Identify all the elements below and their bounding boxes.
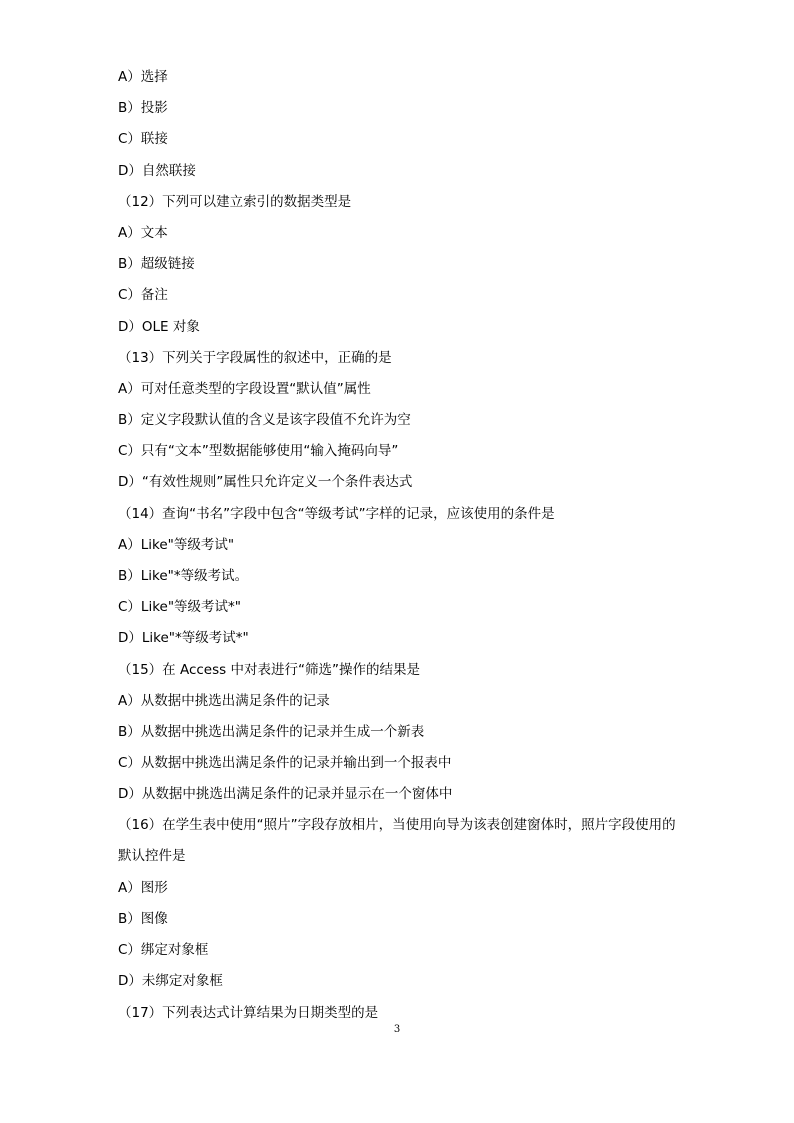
option-d: D）自然联接 xyxy=(118,162,196,179)
option-a: A）文本 xyxy=(118,224,168,241)
option-c: C）绑定对象框 xyxy=(118,942,209,959)
option-b: B）从数据中挑选出满足条件的记录并生成一个新表 xyxy=(118,723,425,740)
page-number: 3 xyxy=(393,1024,401,1035)
option-b: B）超级链接 xyxy=(118,256,195,273)
option-c: C）备注 xyxy=(118,287,168,304)
option-a: A）可对任意类型的字段设置“默认值”属性 xyxy=(118,380,371,397)
option-b: B）投影 xyxy=(118,100,168,117)
document-body xyxy=(118,66,678,1033)
question-14: （14）查询“书名”字段中包含“等级考试”字样的记录，应该使用的条件是 xyxy=(118,505,555,522)
option-a: A）选择 xyxy=(118,69,168,85)
option-a: A）从数据中挑选出满足条件的记录 xyxy=(118,692,330,709)
option-c: C）只有“文本”型数据能够使用“输入掩码向导” xyxy=(118,443,399,460)
option-d: D）从数据中挑选出满足条件的记录并显示在一个窗体中 xyxy=(118,786,453,803)
option-b: B）定义字段默认值的含义是该字段值不允许为空 xyxy=(118,412,411,429)
question-15: （15）在 Access 中对表进行“筛选”操作的结果是 xyxy=(118,661,420,678)
option-d: D）未绑定对象框 xyxy=(118,973,223,990)
option-d: D）OLE 对象 xyxy=(118,318,200,335)
option-a: A）Like"等级考试" xyxy=(118,536,235,553)
option-c: C）Like"等级考试*" xyxy=(118,599,242,616)
option-a: A）图形 xyxy=(118,879,168,896)
option-b: B）Like"*等级考试。 xyxy=(118,568,249,584)
question-13: （13）下列关于字段属性的叙述中，正确的是 xyxy=(118,349,392,366)
question-17: （17）下列表达式计算结果为日期类型的是 xyxy=(118,1004,379,1021)
option-b: B）图像 xyxy=(118,911,168,928)
option-d: D）“有效性规则”属性只允许定义一个条件表达式 xyxy=(118,474,413,491)
option-c: C）从数据中挑选出满足条件的记录并输出到一个报表中 xyxy=(118,755,452,772)
question-16: （16）在学生表中使用“照片”字段存放相片，当使用向导为该表创建窗体时，照片字段使用的默认控件是 xyxy=(118,816,676,865)
question-12: （12）下列可以建立索引的数据类型是 xyxy=(118,193,352,210)
option-c: C）联接 xyxy=(118,131,168,148)
option-d: D）Like"*等级考试*" xyxy=(118,630,249,647)
